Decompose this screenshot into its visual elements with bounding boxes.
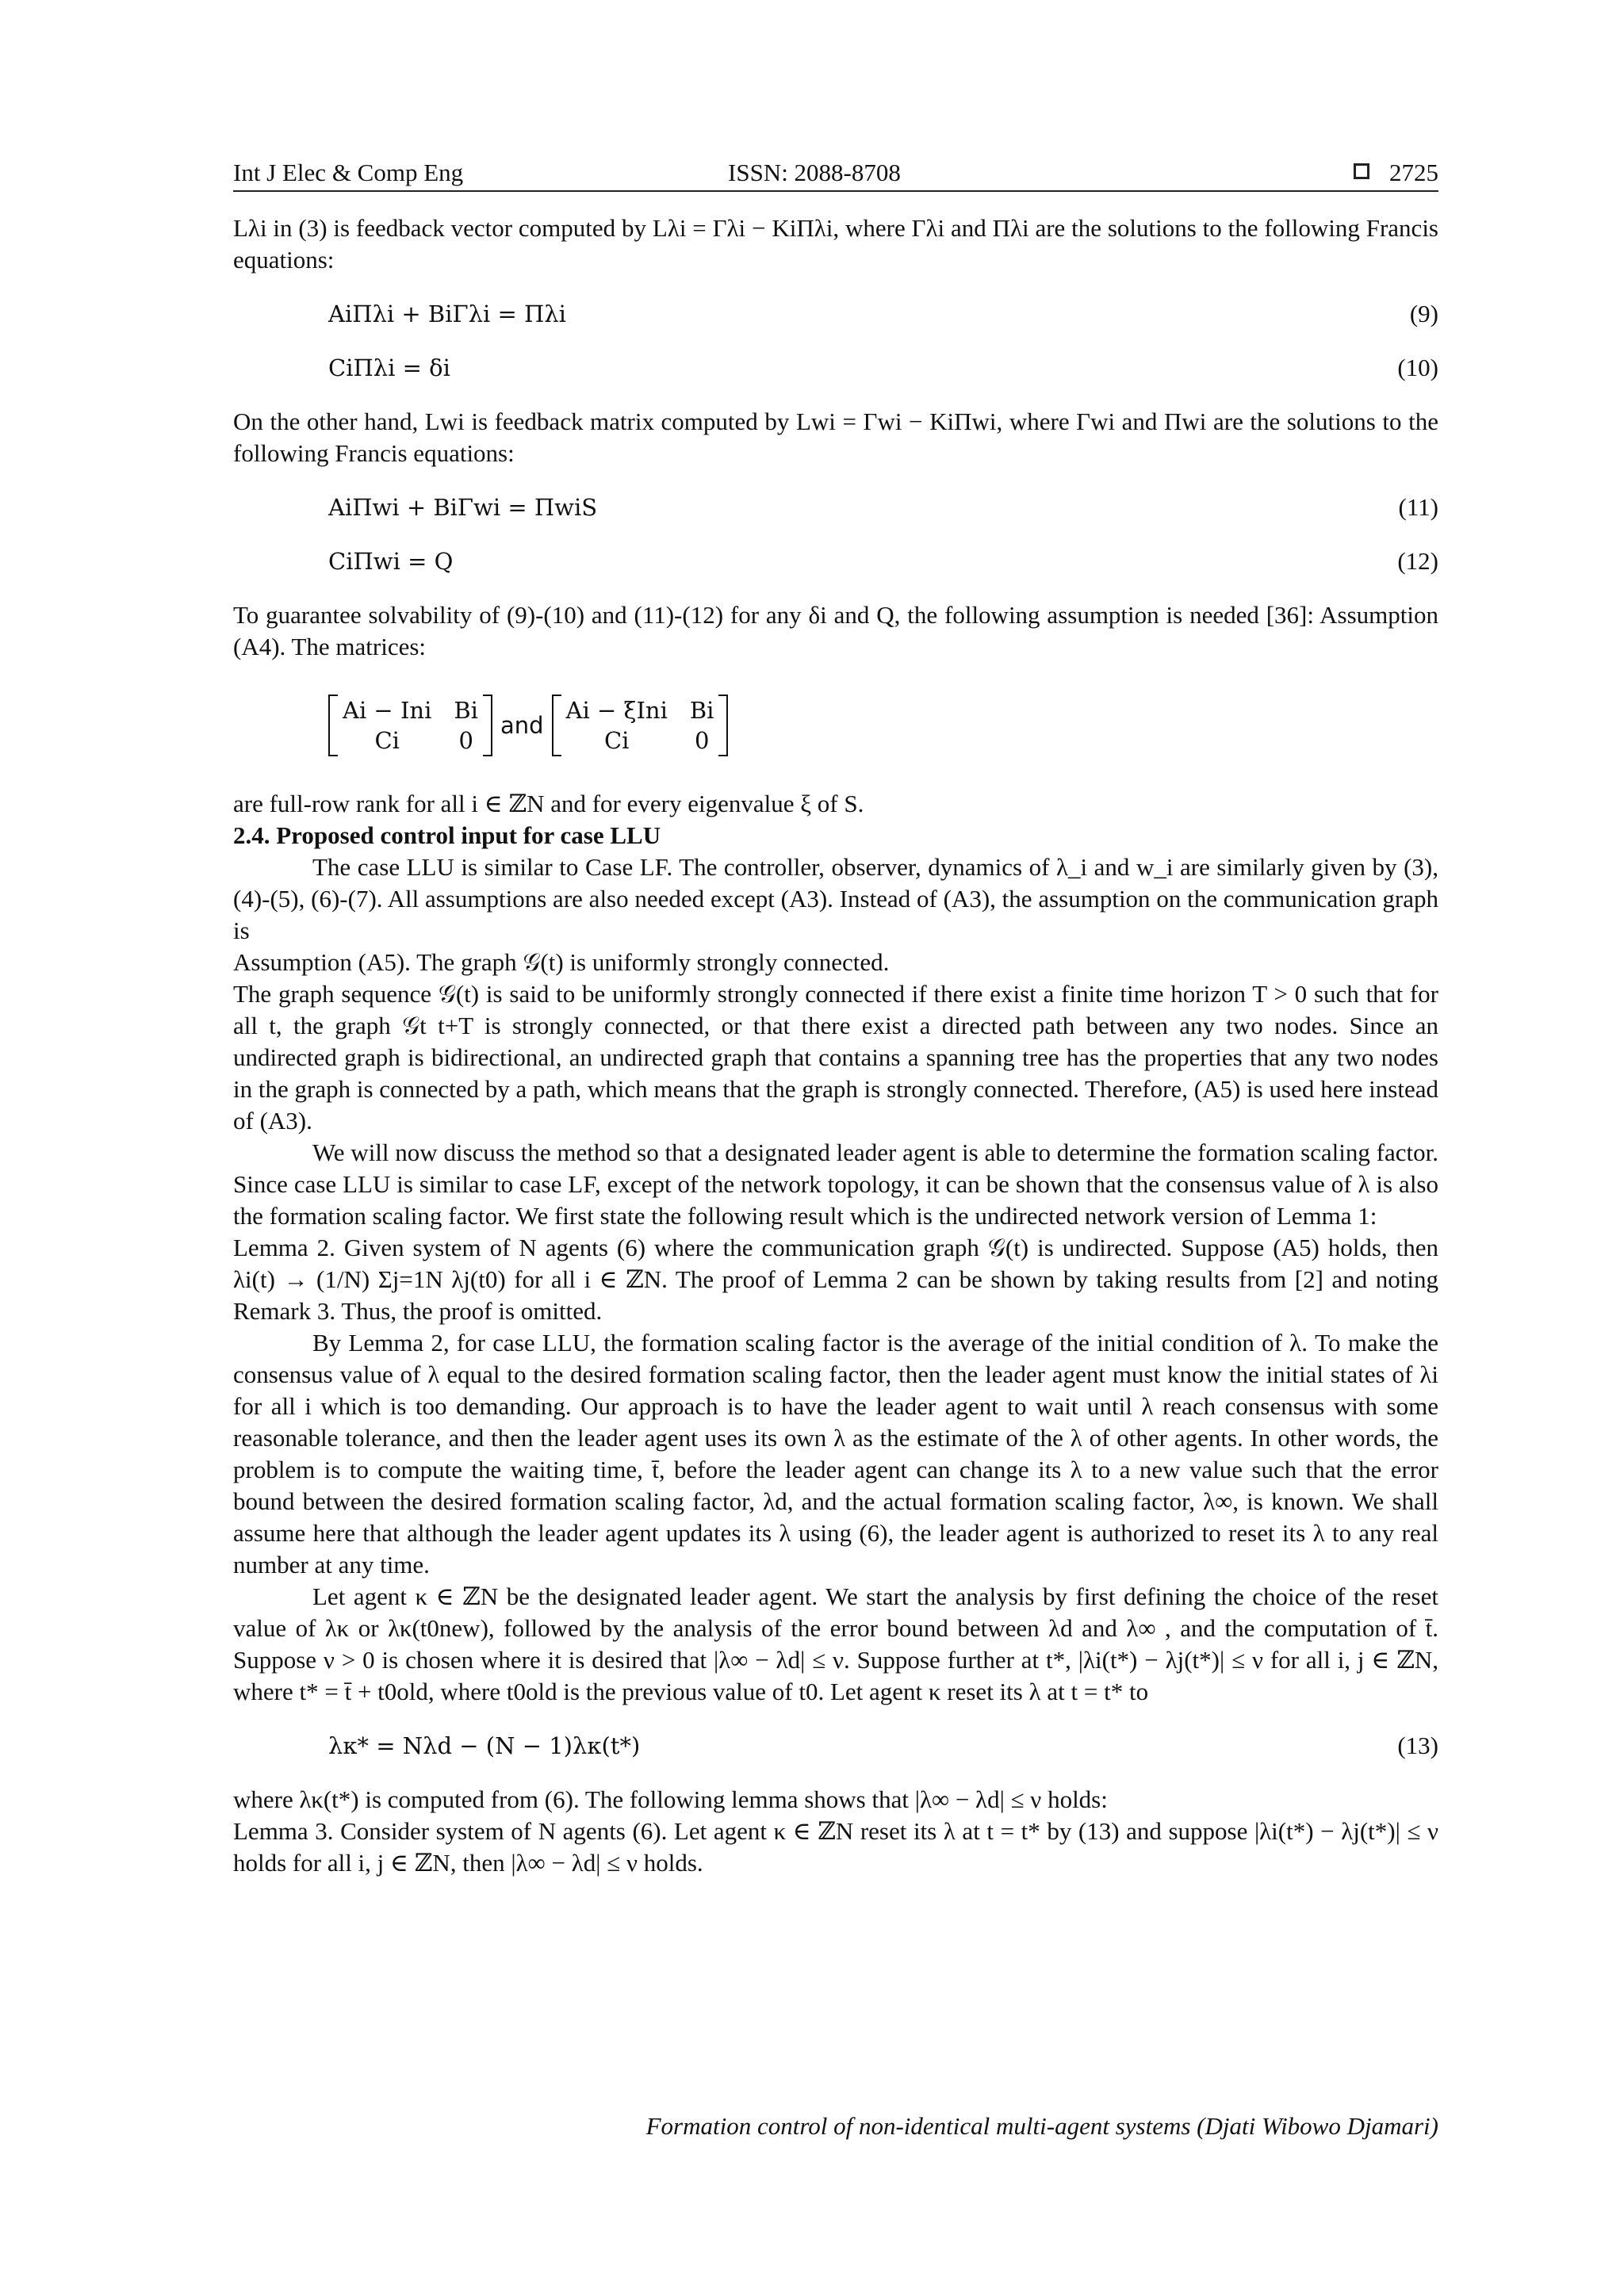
left-bracket (328, 695, 338, 756)
equation-expression: AiΠwi + BiΓwi = ΠwiS (328, 494, 598, 521)
right-bracket (483, 695, 492, 756)
matrix-cell: Ci (374, 727, 400, 754)
equation-9 (233, 298, 1438, 330)
left-bracket (552, 695, 561, 756)
paragraph-leader-method: We will now discuss the method so that a designated leader agent is able to determine the formation scaling factor. Since case LLU is similar to case LF, except of the network topology, it can be shown that the consensus value of λ is also the formation scaling factor. We first state the following result which is the undirected network version of Lemma 1: (233, 1138, 1438, 1230)
equation-12 (233, 545, 1438, 577)
paragraph-full-row-rank: are full-row rank for all i ∈ ℤN and for every eigenvalue ξ of S. (233, 790, 864, 817)
section-heading: 2.4. Proposed control input for case LLU (233, 821, 661, 849)
matrix-cell: 0 (458, 727, 473, 754)
equation-expression: CiΠwi = Q (328, 548, 454, 575)
paragraph-solvability: To guarantee solvability of (9)-(10) and (11)-(12) for any δi and Q, the following assumption is needed [36]: Assumption (A4). The matrices: (233, 601, 1438, 660)
issn: ISSN: 2088-8708 (728, 159, 901, 186)
right-bracket (718, 695, 728, 756)
equation-10 (233, 352, 1438, 384)
equation-number: (10) (1397, 354, 1438, 381)
page-number: 2725 (1389, 159, 1438, 186)
paragraph-lemma-3: Lemma 3. Consider system of N agents (6). Let agent κ ∈ ℤN reset its λ at t = t* by (13) and suppose |λi(t*) − λj(t*)| ≤ ν holds for all i, j ∈ ℤN, then |λ∞ − λd| ≤ ν holds. (233, 1817, 1438, 1877)
paragraph-by-lemma-2: By Lemma 2, for case LLU, the formation scaling factor is the average of the initial condition of λ. To make the consensus value of λ equal to the desired formation scaling factor, then the leader agent must know the initial states of λi for all i which is too demanding. Our approach is to have the leader agent to wait until λ reach consensus with some reasonable tolerance, and then the leader agent uses its own λ as the estimate of the λ of other agents. In other words, the problem is to compute the waiting time, t̄, before the leader agent can change its λ to a new value such that the error bound between the desired formation scaling factor, λd, and the actual formation scaling factor, λ∞, is known. We shall assume here that although the leader agent updates its λ using (6), the leader agent is authorized to reset its λ to any real number at any time. (233, 1329, 1438, 1578)
page-header (233, 155, 1438, 192)
matrix-cell: Bi (454, 697, 478, 724)
matrix-cell: 0 (694, 727, 710, 754)
equation-13 (233, 1730, 1438, 1762)
equation-expression: CiΠλi = δi (328, 354, 450, 381)
equation-expression: λκ* = Nλd − (N − 1)λκ(t*) (328, 1732, 641, 1759)
paragraph-graph-sequence: The graph sequence 𝒢(t) is said to be uniformly strongly connected if there exist a finite time horizon T > 0 such that for all t, the graph 𝒢t t+T is strongly connected, or that there exist a directed path between any two nodes. Since an undirected graph is bidirectional, an undirected graph that contains a spanning tree has the properties that any two nodes in the graph is connected by a path, which means that the graph is strongly connected. Therefore, (A5) is used here instead of (A3). (233, 980, 1438, 1135)
matrix-conjunction: and (500, 712, 544, 739)
equation-11 (233, 492, 1438, 523)
page-footer: Formation control of non-identical multi-agent systems (Djati Wibowo Djamari) (645, 2112, 1438, 2140)
square-icon (1354, 163, 1369, 179)
paragraph-feedback-vector: Lλi in (3) is feedback vector computed by Lλi = Γλi − KiΠλi, where Γλi and Πλi are the solutions to the following Francis equations: (233, 214, 1438, 274)
matrix-left (328, 695, 492, 756)
matrix-cell: Ai − ξIni (565, 697, 668, 724)
paragraph-case-llu: The case LLU is similar to Case LF. The controller, observer, dynamics of λ_i and w_i are similarly given by (3), (4)-(5), (6)-(7). All assumptions are also needed except (A3). Instead of (A3), the assumption on the communication graph is (233, 853, 1438, 944)
assumption-matrices (328, 695, 1438, 756)
equation-number: (11) (1398, 493, 1438, 521)
paragraph-leader-agent: Let agent κ ∈ ℤN be the designated leader agent. We start the analysis by first defining the choice of the reset value of λκ or λκ(t0new), followed by the analysis of the error bound between λd and λ∞ , and the computation of t̄. Suppose ν > 0 is chosen where it is desired that |λ∞ − λd| ≤ ν. Suppose further at t*, |λi(t*) − λj(t*)| ≤ ν for all i, j ∈ ℤN, where t* = t̄ + t0old, where t0old is the previous value of t0. Let agent κ reset its λ at t = t* to (233, 1582, 1438, 1705)
paragraph-where-computed: where λκ(t*) is computed from (6). The following lemma shows that |λ∞ − λd| ≤ ν holds: (233, 1785, 1108, 1813)
equation-expression: AiΠλi + BiΓλi = Πλi (328, 300, 566, 327)
equation-number: (12) (1397, 547, 1438, 575)
paragraph-assumption-a5: Assumption (A5). The graph 𝒢(t) is uniformly strongly connected. (233, 948, 890, 976)
body-text (233, 212, 1438, 1879)
matrix-cell: Ai − Ini (343, 697, 432, 724)
paragraph-feedback-matrix: On the other hand, Lwi is feedback matrix computed by Lwi = Γwi − KiΠwi, where Γwi and Πwi are the solutions to the following Francis equations: (233, 408, 1438, 467)
equation-number: (9) (1409, 300, 1438, 327)
matrix-cell: Ci (603, 727, 630, 754)
matrix-right (552, 695, 729, 756)
matrix-cell: Bi (689, 697, 714, 724)
equation-number: (13) (1397, 1732, 1438, 1759)
paragraph-lemma-2: Lemma 2. Given system of N agents (6) where the communication graph 𝒢(t) is undirected. Suppose (A5) holds, then λi(t) → (1/N) Σj=1N λj(t0) for all i ∈ ℤN. The proof of Lemma 2 can be shown by taking results from [2] and noting Remark 3. Thus, the proof is omitted. (233, 1234, 1438, 1325)
journal-name: Int J Elec & Comp Eng (233, 159, 464, 186)
